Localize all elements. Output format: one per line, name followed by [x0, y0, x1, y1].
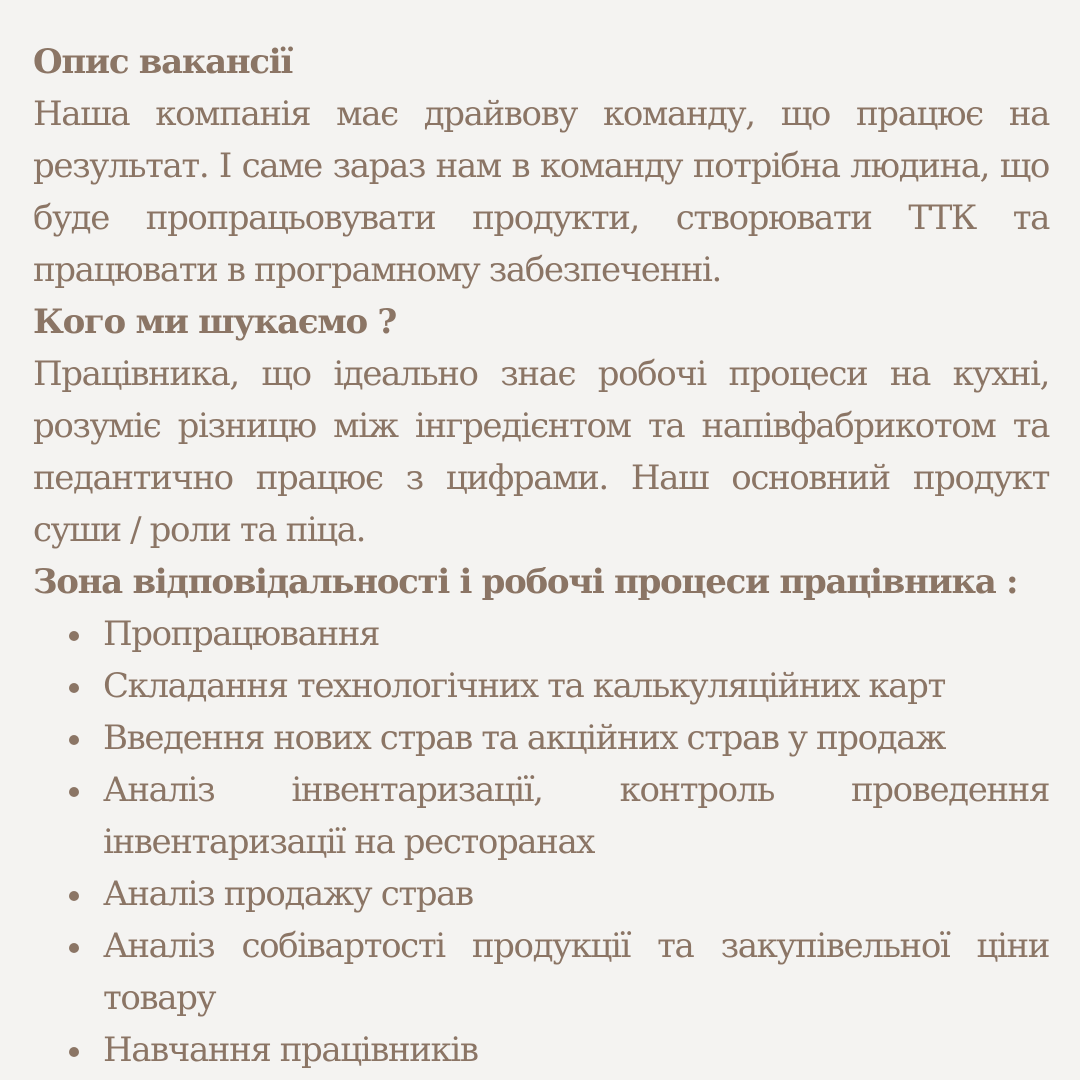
- bullet-icon: [69, 891, 79, 901]
- list-item: [33, 920, 1049, 1024]
- list-item-text: Пропрацювання: [103, 614, 380, 654]
- description-text: Наша компанія має драйвову команду, що працює на результат. І саме зараз нам в команду потрібна людина, що буде пропрацьовувати продукти, створювати ТТК та працювати в програмному забезпеченні.: [33, 94, 1049, 290]
- list-item: [33, 868, 1049, 920]
- who-text: Працівника, що ідеально знає робочі процеси на кухні, розуміє різницю між інгредієнтом та напівфабрикотом та педантично працює з цифрами. Наш основний продукт суши / роли та піца.: [33, 354, 1049, 550]
- bullet-icon: [69, 683, 79, 693]
- list-item-text: Введення нових страв та акційних страв у продаж: [103, 718, 945, 758]
- who-heading: Кого ми шукаємо ?: [33, 302, 397, 342]
- list-item: [33, 660, 1049, 712]
- list-item-text: Аналіз інвентаризації, контроль проведення інвентаризації на ресторанах: [103, 770, 1049, 862]
- list-item-text: Навчання працівників: [103, 1030, 478, 1070]
- bullet-icon: [69, 1047, 79, 1057]
- bullet-icon: [69, 631, 79, 641]
- vacancy-document: [33, 36, 1049, 1076]
- bullet-icon: [69, 787, 79, 797]
- responsibilities-list: [33, 608, 1049, 1076]
- list-item: [33, 1024, 1049, 1076]
- list-item-text: Складання технологічних та калькуляційних карт: [103, 666, 945, 706]
- list-item-text: Аналіз продажу страв: [103, 874, 473, 914]
- description-heading: Опис вакансії: [33, 42, 293, 82]
- list-item-text: Аналіз собівартості продукції та закупівельної ціни товару: [103, 926, 1049, 1018]
- responsibilities-heading: Зона відповідальності і робочі процеси працівника :: [33, 562, 1018, 602]
- list-item: [33, 764, 1049, 868]
- list-item: [33, 712, 1049, 764]
- bullet-icon: [69, 735, 79, 745]
- list-item: [33, 608, 1049, 660]
- bullet-icon: [69, 943, 79, 953]
